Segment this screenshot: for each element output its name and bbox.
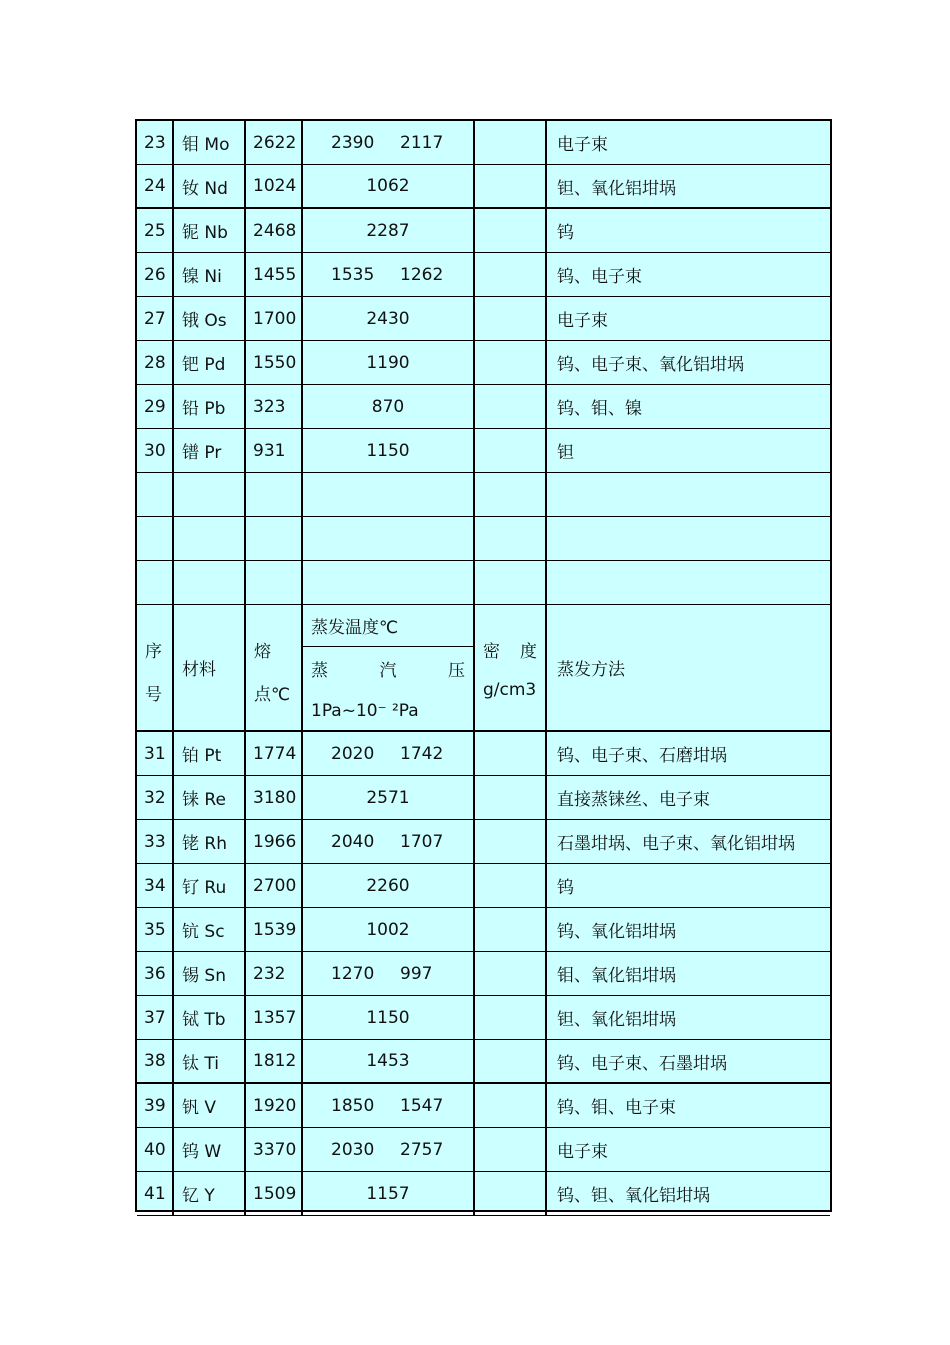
row-method: 钨、电子束、石墨坩埚 <box>557 1053 727 1074</box>
evaporation-table <box>135 119 832 1212</box>
table-row <box>137 253 830 297</box>
row-material: 钯 Pd <box>174 341 246 384</box>
row-evaporation-temp <box>303 561 475 604</box>
row-method: 钨、氧化铝坩埚 <box>557 922 676 942</box>
table-row <box>137 732 830 776</box>
row-melting-point: 1920 <box>246 1084 303 1127</box>
row-material: 铅 Pb <box>174 385 246 428</box>
row-evaporation-temp: 1062 <box>303 165 475 207</box>
table-row <box>137 385 830 429</box>
table-row <box>137 165 830 209</box>
row-evaporation-temp: 2390 2117 <box>303 121 475 164</box>
row-material: 镨 Pr <box>174 429 246 472</box>
row-material <box>174 517 246 560</box>
table-row <box>137 561 830 605</box>
row-melting-point: 1455 <box>246 253 303 296</box>
header-density: 密 度 g/cm3 <box>475 604 547 730</box>
row-melting-point: 1966 <box>246 820 303 863</box>
row-method: 钨 <box>557 223 574 243</box>
row-method: 钽、氧化铝坩埚 <box>557 1010 676 1030</box>
row-melting-point: 3370 <box>246 1128 303 1171</box>
row-evaporation-temp: 2040 1707 <box>303 820 475 863</box>
row-melting-point: 1550 <box>246 341 303 384</box>
row-density <box>475 385 547 428</box>
header-seq: 序 号 <box>137 604 174 730</box>
row-melting-point: 1700 <box>246 297 303 340</box>
row-melting-point: 2468 <box>246 209 303 252</box>
table-row <box>137 517 830 561</box>
row-seq: 38 <box>137 1040 174 1082</box>
row-method: 钨 <box>557 878 574 898</box>
table-row <box>137 864 830 908</box>
row-melting-point <box>246 517 303 560</box>
row-evaporation-temp: 1190 <box>303 341 475 384</box>
header-material: 材料 <box>174 604 246 730</box>
row-method: 钨、钼、电子束 <box>557 1098 676 1118</box>
row-seq: 34 <box>137 864 174 907</box>
row-seq: 36 <box>137 952 174 995</box>
row-density <box>475 1128 547 1171</box>
row-method: 钨、钽、氧化铝坩埚 <box>557 1186 710 1206</box>
row-melting-point <box>246 473 303 516</box>
table-row <box>137 820 830 864</box>
row-material <box>174 473 246 516</box>
row-seq: 31 <box>137 732 174 775</box>
row-evaporation-temp: 1535 1262 <box>303 253 475 296</box>
row-method <box>547 473 830 516</box>
row-density <box>475 776 547 819</box>
row-melting-point: 323 <box>246 385 303 428</box>
row-method: 直接蒸铼丝、电子束 <box>557 790 710 810</box>
header-temp-title: 蒸发温度℃ <box>303 604 473 647</box>
row-seq: 26 <box>137 253 174 296</box>
row-melting-point: 2622 <box>246 121 303 164</box>
row-seq: 39 <box>137 1084 174 1127</box>
row-evaporation-temp: 2020 1742 <box>303 732 475 775</box>
row-material: 钇 Y <box>174 1172 246 1215</box>
table-row <box>137 996 830 1040</box>
row-material: 钒 V <box>174 1084 246 1127</box>
table-row <box>137 1084 830 1128</box>
row-density <box>475 1172 547 1215</box>
row-material: 钪 Sc <box>174 908 246 951</box>
row-method: 钽、氧化铝坩埚 <box>557 178 676 199</box>
row-density <box>475 952 547 995</box>
row-melting-point: 1024 <box>246 165 303 207</box>
row-seq: 27 <box>137 297 174 340</box>
row-method: 钨、电子束、氧化铝坩埚 <box>557 355 744 375</box>
row-seq: 40 <box>137 1128 174 1171</box>
row-method: 石墨坩埚、电子束、氧化铝坩埚 <box>557 834 795 854</box>
row-method <box>547 561 830 604</box>
row-seq: 37 <box>137 996 174 1039</box>
table-row <box>137 1040 830 1084</box>
row-method: 钨、电子束、石磨坩埚 <box>557 746 727 766</box>
table-header <box>137 604 830 732</box>
row-evaporation-temp: 2571 <box>303 776 475 819</box>
row-material: 铌 Nb <box>174 209 246 252</box>
header-vapor-pressure: 蒸 汽 压 <box>311 661 465 681</box>
row-evaporation-temp: 1002 <box>303 908 475 951</box>
row-material: 镍 Ni <box>174 253 246 296</box>
table-row <box>137 473 830 517</box>
row-seq: 23 <box>137 121 174 164</box>
row-melting-point: 3180 <box>246 776 303 819</box>
row-method: 钼、氧化铝坩埚 <box>557 966 676 986</box>
row-density <box>475 341 547 384</box>
table-row <box>137 908 830 952</box>
row-density <box>475 820 547 863</box>
row-method: 钨、电子束 <box>557 267 642 287</box>
table-row <box>137 1172 830 1216</box>
row-material: 铼 Re <box>174 776 246 819</box>
row-material: 钨 W <box>174 1128 246 1171</box>
row-melting-point: 931 <box>246 429 303 472</box>
row-seq <box>137 561 174 604</box>
row-material: 钼 Mo <box>174 121 246 164</box>
row-material <box>174 561 246 604</box>
row-material: 钕 Nd <box>174 165 246 207</box>
row-material: 铽 Tb <box>174 996 246 1039</box>
row-seq: 33 <box>137 820 174 863</box>
table-row <box>137 297 830 341</box>
row-density <box>475 1084 547 1127</box>
row-evaporation-temp: 1150 <box>303 996 475 1039</box>
row-density <box>475 165 547 207</box>
row-seq: 30 <box>137 429 174 472</box>
row-seq: 24 <box>137 165 174 207</box>
header-evaporation-temp <box>303 604 475 730</box>
row-melting-point <box>246 561 303 604</box>
row-method: 电子束 <box>557 1142 608 1162</box>
header-pressure-range: 1Pa~10⁻ ²Pa <box>311 701 419 721</box>
row-density <box>475 517 547 560</box>
table-row <box>137 341 830 385</box>
row-evaporation-temp: 1150 <box>303 429 475 472</box>
row-material: 锡 Sn <box>174 952 246 995</box>
row-evaporation-temp: 1850 1547 <box>303 1084 475 1127</box>
row-evaporation-temp: 1157 <box>303 1172 475 1215</box>
table-row <box>137 776 830 820</box>
table-row <box>137 209 830 253</box>
table-row <box>137 1128 830 1172</box>
row-material: 锇 Os <box>174 297 246 340</box>
row-seq <box>137 517 174 560</box>
row-method <box>547 517 830 560</box>
row-method: 钨、钼、镍 <box>557 399 642 419</box>
row-evaporation-temp: 1453 <box>303 1040 475 1082</box>
row-melting-point: 1812 <box>246 1040 303 1082</box>
row-seq: 25 <box>137 209 174 252</box>
row-evaporation-temp: 2287 <box>303 209 475 252</box>
header-method: 蒸发方法 <box>557 659 625 680</box>
row-seq: 35 <box>137 908 174 951</box>
row-material: 钌 Ru <box>174 864 246 907</box>
table-row <box>137 429 830 473</box>
row-evaporation-temp <box>303 473 475 516</box>
row-density <box>475 297 547 340</box>
row-density <box>475 864 547 907</box>
row-method: 电子束 <box>557 135 608 155</box>
header-melting-point: 熔 点℃ <box>246 604 303 730</box>
row-melting-point: 1357 <box>246 996 303 1039</box>
row-seq <box>137 473 174 516</box>
row-seq: 32 <box>137 776 174 819</box>
row-density <box>475 1040 547 1082</box>
row-evaporation-temp <box>303 517 475 560</box>
row-evaporation-temp: 2260 <box>303 864 475 907</box>
row-evaporation-temp: 1270 997 <box>303 952 475 995</box>
row-melting-point: 1509 <box>246 1172 303 1215</box>
row-density <box>475 209 547 252</box>
row-material: 铑 Rh <box>174 820 246 863</box>
table-row <box>137 952 830 996</box>
row-density <box>475 561 547 604</box>
row-seq: 28 <box>137 341 174 384</box>
row-melting-point: 1774 <box>246 732 303 775</box>
table-row <box>137 121 830 165</box>
row-density <box>475 429 547 472</box>
row-method: 钽 <box>557 443 574 463</box>
row-material: 铂 Pt <box>174 732 246 775</box>
row-melting-point: 2700 <box>246 864 303 907</box>
row-density <box>475 996 547 1039</box>
row-evaporation-temp: 2030 2757 <box>303 1128 475 1171</box>
row-method: 电子束 <box>557 311 608 331</box>
row-evaporation-temp: 2430 <box>303 297 475 340</box>
row-density <box>475 473 547 516</box>
row-density <box>475 253 547 296</box>
row-evaporation-temp: 870 <box>303 385 475 428</box>
row-melting-point: 232 <box>246 952 303 995</box>
row-melting-point: 1539 <box>246 908 303 951</box>
row-material: 钛 Ti <box>174 1040 246 1082</box>
row-density <box>475 908 547 951</box>
row-density <box>475 732 547 775</box>
row-seq: 29 <box>137 385 174 428</box>
row-seq: 41 <box>137 1172 174 1215</box>
row-density <box>475 121 547 164</box>
